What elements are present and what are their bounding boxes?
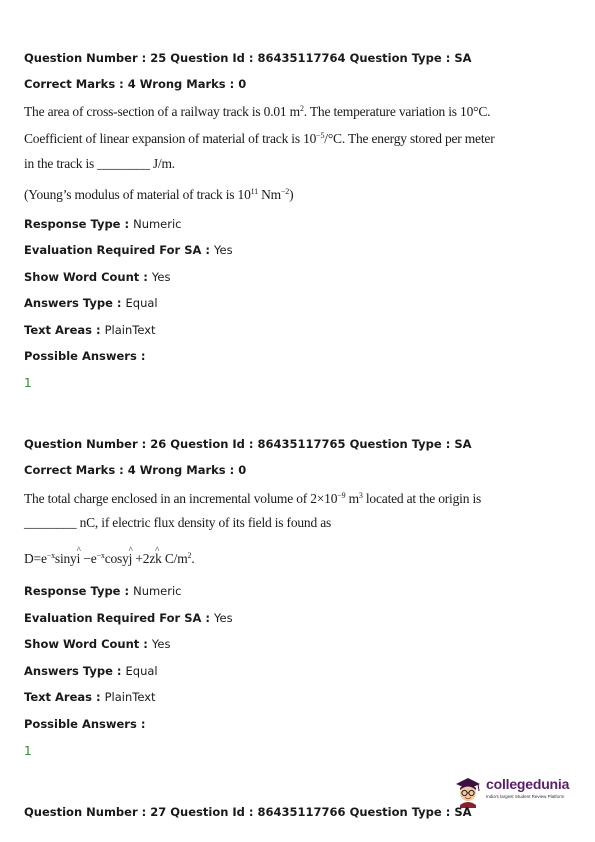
q25-response-type (24, 217, 182, 231)
value: PlainText (104, 323, 156, 337)
question-type: SA (454, 437, 472, 451)
q26-marks (24, 463, 246, 477)
question-type-label: Question Type : (345, 51, 455, 65)
label: Text Areas : (24, 690, 105, 704)
question-number-label: Question Number : (24, 51, 151, 65)
value: Yes (151, 637, 171, 651)
wrong-marks: 0 (238, 463, 247, 477)
label: Evaluation Required For SA : (24, 611, 215, 625)
value: Numeric (133, 217, 182, 231)
text-segment: The area of cross-section of a railway track is 0.01 m (24, 104, 300, 119)
question-number-label: Question Number : (24, 805, 151, 819)
question-number: 27 (150, 805, 167, 819)
equation-part: siny (54, 551, 77, 566)
q25-evaluation-required (24, 243, 233, 257)
question-id-label: Question Id : (166, 805, 258, 819)
q26-text-areas (24, 690, 156, 704)
text-segment: The total charge enclosed in an incremental volume of 2×10 (24, 491, 338, 506)
unit-vector-k: ^ k (155, 551, 162, 567)
logo-tagline: India's largest Student Review Platform (486, 794, 565, 799)
superscript: −2 (280, 187, 290, 196)
equation-part: C/m (161, 551, 188, 566)
q25-text-areas (24, 323, 156, 337)
q25-text-line-3: in the track is ________ J/m. (24, 156, 175, 171)
text-segment: . The temperature variation is 10°C. (303, 104, 491, 119)
unit-vector-i: ^ i (77, 551, 81, 567)
question-id-label: Question Id : (166, 437, 258, 451)
q26-possible-answer: 1 (24, 744, 32, 758)
q26-text-line-1 (24, 488, 481, 507)
label: Response Type : (24, 584, 134, 598)
superscript: −9 (337, 491, 346, 500)
question-number-label: Question Number : (24, 437, 151, 451)
q25-answers-type (24, 296, 158, 310)
q25-show-word-count (24, 270, 170, 284)
text-segment: located at the origin is (362, 491, 482, 506)
superscript: 2 (187, 551, 192, 560)
unit-vector-j: ^ j (129, 551, 133, 567)
label: Evaluation Required For SA : (24, 243, 215, 257)
text-segment: m (345, 491, 359, 506)
question-type: SA (454, 51, 472, 65)
q25-text-line-1 (24, 101, 490, 120)
superscript: 11 (250, 187, 258, 196)
question-number: 25 (150, 51, 167, 65)
q25-possible-answers-label: Possible Answers : (24, 349, 146, 363)
question-type: SA (454, 805, 472, 819)
question-id: 86435117765 (257, 437, 346, 451)
q26-evaluation-required (24, 611, 233, 625)
question-id: 86435117766 (257, 805, 346, 819)
text-segment: (Young’s modulus of material of track is 10 (24, 187, 251, 202)
correct-marks-label: Correct Marks : (24, 463, 128, 477)
wrong-marks-label: Wrong Marks : (135, 77, 239, 91)
mascot-icon (452, 774, 484, 808)
logo-text: collegedunia (486, 776, 570, 792)
value: Equal (125, 664, 158, 678)
equation-part: cosy (104, 551, 129, 566)
q25-marks (24, 77, 246, 91)
text-segment: Coefficient of linear expansion of material of track is 10 (24, 131, 317, 146)
equation-part: −e (80, 551, 97, 566)
equation-part: . (191, 551, 195, 566)
superscript: −x (96, 551, 105, 560)
text-segment: /°C. The energy stored per meter (324, 131, 495, 146)
correct-marks: 4 (127, 77, 136, 91)
q27-header (24, 805, 472, 819)
wrong-marks-label: Wrong Marks : (135, 463, 239, 477)
superscript: −5 (316, 131, 325, 140)
q26-equation (24, 548, 195, 567)
text-segment: Nm (257, 187, 281, 202)
q26-header (24, 437, 472, 451)
text-segment: ) (289, 187, 294, 202)
q25-text-line-4 (24, 184, 293, 203)
value: Numeric (133, 584, 182, 598)
equation-part: +2z (132, 551, 156, 566)
question-id-label: Question Id : (166, 51, 258, 65)
label: Text Areas : (24, 323, 105, 337)
value: Equal (125, 296, 158, 310)
correct-marks-label: Correct Marks : (24, 77, 128, 91)
label: Show Word Count : (24, 270, 152, 284)
label: Show Word Count : (24, 637, 152, 651)
label: Answers Type : (24, 296, 126, 310)
q25-possible-answer: 1 (24, 376, 32, 390)
value: PlainText (104, 690, 156, 704)
value: Yes (214, 611, 233, 625)
superscript: 2 (299, 104, 304, 113)
wrong-marks: 0 (238, 77, 247, 91)
superscript: −x (46, 551, 55, 560)
q25-header (24, 51, 472, 65)
q26-answers-type (24, 664, 158, 678)
equation-part: D=e (24, 551, 47, 566)
correct-marks: 4 (127, 463, 136, 477)
value: Yes (151, 270, 171, 284)
question-id: 86435117764 (257, 51, 346, 65)
question-type-label: Question Type : (345, 437, 455, 451)
superscript: 3 (358, 491, 363, 500)
question-type-label: Question Type : (345, 805, 455, 819)
label: Answers Type : (24, 664, 126, 678)
q26-show-word-count (24, 637, 170, 651)
label: Response Type : (24, 217, 134, 231)
q26-text-line-2: ________ nC, if electric flux density of its field is found as (24, 515, 332, 530)
q26-possible-answers-label: Possible Answers : (24, 717, 146, 731)
value: Yes (214, 243, 233, 257)
question-number: 26 (150, 437, 167, 451)
q26-response-type (24, 584, 182, 598)
q25-text-line-2 (24, 128, 495, 147)
